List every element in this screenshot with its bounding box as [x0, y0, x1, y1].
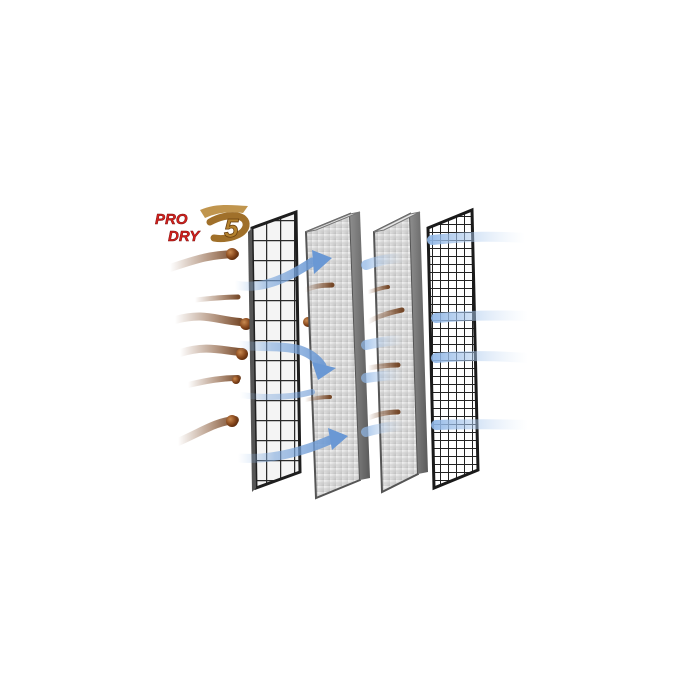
prodry5-logo [155, 205, 248, 245]
logo-text-dry: DRY [168, 228, 200, 245]
logo-numeral: 5 [224, 213, 239, 243]
fine-mesh-grid [428, 210, 478, 488]
dust-particle-streaks [170, 254, 240, 442]
logo-text-pro: PRO [155, 211, 188, 228]
